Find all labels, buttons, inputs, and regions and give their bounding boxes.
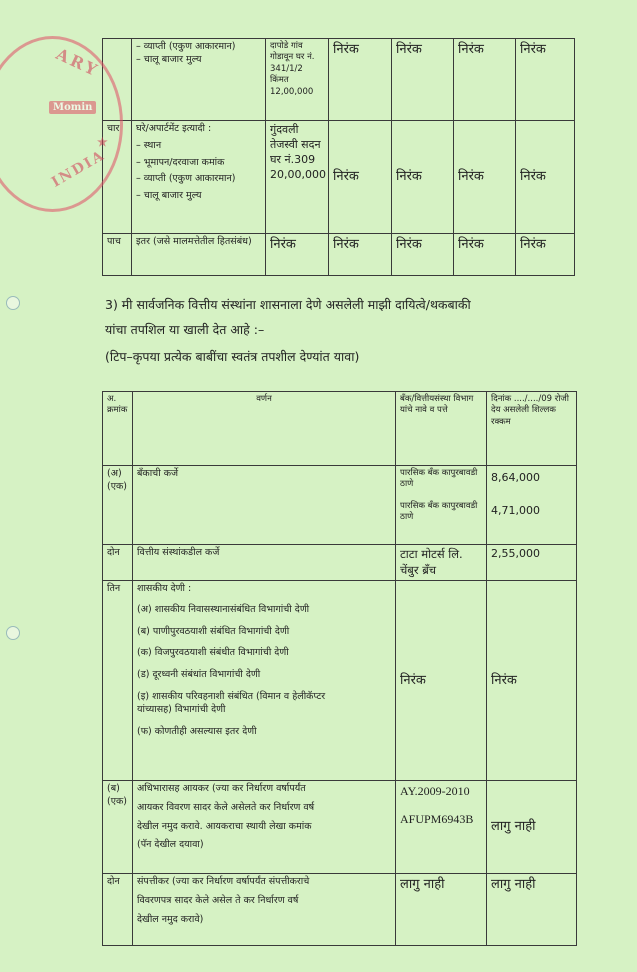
- cell-value: निरंक: [329, 39, 392, 121]
- row-detail: दापोडे गांव गोडावून घर नं. 341/1/2 किंमत 12,00,000: [266, 39, 329, 121]
- punch-hole: [6, 626, 20, 640]
- row-number: तिन: [103, 581, 133, 781]
- cell-value: निरंक: [516, 121, 575, 234]
- cell-value: निरंक: [454, 234, 516, 276]
- row-detail: निरंक: [266, 234, 329, 276]
- row-amount: लागु नाही: [487, 781, 577, 874]
- row-description: अधिभारासह आयकर (ज्या कर निर्धारण वर्षापर्यंत आयकर विवरण सादर केले असेलते कर निर्धारण वर्ष देखील नमुद करावे. आयकराचा स्थायी लेखा कमांक (पॅन देखील दयावा): [133, 781, 396, 874]
- table-row: [103, 581, 577, 781]
- row-description: संपत्तीकर (ज्या कर निर्धारण वर्षापर्यंत संपत्तीकराचे विवरणपत्र सादर केले असेल ते कर निर्धारण वर्ष देखील नमुद करावे): [133, 874, 396, 946]
- cell-value: निरंक: [454, 121, 516, 234]
- row-amount: 2,55,000: [487, 545, 577, 581]
- row-description: वित्तीय संस्थांकडील कर्जे: [133, 545, 396, 581]
- star-icon: ★: [97, 135, 108, 149]
- paragraph-line: 3) मी सार्वजनिक वित्तीय संस्थांना शासनाला देणे असलेली माझी दायित्वे/थकबाकी: [105, 297, 471, 312]
- row-bank: लागु नाही: [396, 874, 487, 946]
- paragraph-line: (टिप–कृपया प्रत्येक बाबींचा स्वतंत्र तपशील देण्यांत यावा): [105, 349, 360, 364]
- table-row: [103, 121, 575, 234]
- table-row: [103, 781, 577, 874]
- row-bank: टाटा मोटर्स लि. चेंबुर ब्रँच: [396, 545, 487, 581]
- row-bank: पारसिक बँक कापुरबावडी ठाणे पारसिक बँक कापुरबावडी ठाणे: [396, 466, 487, 545]
- table-header-row: [103, 392, 577, 466]
- row-number: (ब) (एक): [103, 781, 133, 874]
- row-amount: 8,64,000 4,71,000: [487, 466, 577, 545]
- row-bank: AY.2009-2010 AFUPM6943B: [396, 781, 487, 874]
- row-description: इतर (जसे मालमत्तेतील हितसंबंध): [132, 234, 266, 276]
- liabilities-table: [102, 391, 577, 946]
- row-description: – व्याप्ती (एकुण आकारमान) – चालू बाजार मुल्य: [132, 39, 266, 121]
- row-number: (अ) (एक): [103, 466, 133, 545]
- row-bank: निरंक: [396, 581, 487, 781]
- table-row: [103, 874, 577, 946]
- row-number: दोन: [103, 874, 133, 946]
- cell-value: निरंक: [454, 39, 516, 121]
- table-row: [103, 234, 575, 276]
- paragraph-line: यांचा तपशिल या खाली देत आहे :–: [105, 322, 265, 337]
- row-number: दोन: [103, 545, 133, 581]
- row-number: पाच: [103, 234, 132, 276]
- row-number: चार: [103, 121, 132, 234]
- row-amount: लागु नाही: [487, 874, 577, 946]
- row-description: शासकीय देणी : (अ) शासकीय निवासस्थानासंबंधित विभागांची देणी (ब) पाणीपुरवठयाशी संबंधित विभागांची देणी (क) विजपुरवठयाशी संबंधीत विभागांची देणी (ड) दूरध्वनी संबंधांत विभागांची देणी (इ) शासकीय परिवहनाशी संबंधित (विमान व हेलीकॅप्टर यांच्यासह) विभागांची देणी (फ) कोणतीही असल्यास इतर देणी: [133, 581, 396, 781]
- row-description: घरे/अपार्टमेंट इत्यादी : – स्थान – भूमापन/दरवाजा कमांक – व्याप्ती (एकुण आकारमान) – चालू बाजार मुल्य: [132, 121, 266, 234]
- table-row: [103, 545, 577, 581]
- table-row: [103, 466, 577, 545]
- table-row: [103, 39, 575, 121]
- cell-value: निरंक: [329, 234, 392, 276]
- cell-value: निरंक: [392, 39, 454, 121]
- cell-value: निरंक: [392, 234, 454, 276]
- header-serial: अ. क्रमांक: [103, 392, 133, 466]
- header-bank: बँक/वित्तीयसंस्था विभाग यांचे नावे व पत्ते: [396, 392, 487, 466]
- cell-value: निरंक: [329, 121, 392, 234]
- cell-value: निरंक: [516, 234, 575, 276]
- header-description: वर्णन: [133, 392, 396, 466]
- cell-value: निरंक: [516, 39, 575, 121]
- row-detail: गुंदवली तेजस्वी सदन घर नं.309 20,00,000: [266, 121, 329, 234]
- row-description: बँकाची कर्जे: [133, 466, 396, 545]
- cell-value: निरंक: [392, 121, 454, 234]
- header-amount: दिनांक ..../..../09 रोजी देय असलेली शिल्लक रक्कम: [487, 392, 577, 466]
- row-amount: निरंक: [487, 581, 577, 781]
- notary-stamp: ARY Momin ★ INDIA: [0, 36, 123, 212]
- assets-table: [102, 38, 575, 276]
- punch-hole: [6, 296, 20, 310]
